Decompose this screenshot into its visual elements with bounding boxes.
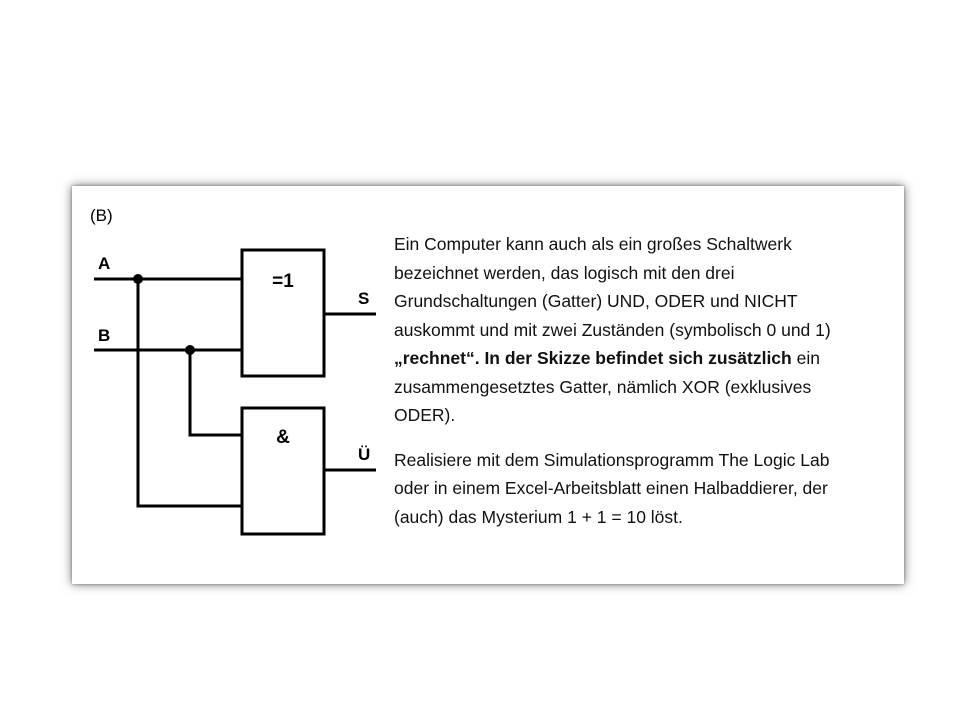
junction-dot-a bbox=[133, 274, 143, 284]
text-line: bezeichnet werden, das logisch mit den drei bbox=[394, 262, 735, 283]
paragraph-intro bbox=[394, 230, 894, 430]
text-line: (auch) das Mysterium 1 + 1 = 10 löst. bbox=[394, 506, 683, 527]
text-fragment: ein bbox=[791, 348, 820, 368]
paragraph-task bbox=[394, 446, 894, 532]
text-line: Ein Computer kann auch als ein großes Schaltwerk bbox=[394, 234, 792, 254]
input-label-a: A bbox=[98, 254, 111, 273]
text-line: auskommt und mit zwei Zuständen (symbolisch 0 und 1) bbox=[394, 319, 831, 340]
text-line: zusammengesetztes Gatter, nämlich XOR (exklusives bbox=[394, 376, 812, 397]
xor-gate-label: =1 bbox=[272, 271, 294, 292]
text-line: Grundschaltungen (Gatter) UND, ODER und NICHT bbox=[394, 291, 798, 311]
output-label-sum: S bbox=[358, 289, 370, 308]
wires bbox=[94, 279, 376, 506]
xor-gate bbox=[242, 250, 324, 376]
output-label-carry: Ü bbox=[358, 445, 371, 464]
figure-label: (B) bbox=[90, 206, 113, 225]
text-line: ODER). bbox=[394, 405, 456, 425]
wire-b-to-and bbox=[190, 350, 242, 435]
description-text bbox=[394, 230, 894, 531]
text-line: oder in einem Excel-Arbeitsblatt einen Halbaddierer, der bbox=[394, 478, 828, 498]
figure-card bbox=[72, 186, 904, 584]
text-line-mixed bbox=[394, 344, 894, 373]
input-label-b: B bbox=[98, 326, 111, 345]
and-gate-label: & bbox=[276, 427, 290, 448]
junction-dot-b bbox=[185, 345, 195, 355]
text-line: Realisiere mit dem Simulationsprogramm The Logic Lab bbox=[394, 449, 830, 470]
half-adder-circuit bbox=[72, 186, 392, 584]
bold-text: „rechnet“. In der Skizze befindet sich zusätzlich bbox=[394, 348, 792, 368]
